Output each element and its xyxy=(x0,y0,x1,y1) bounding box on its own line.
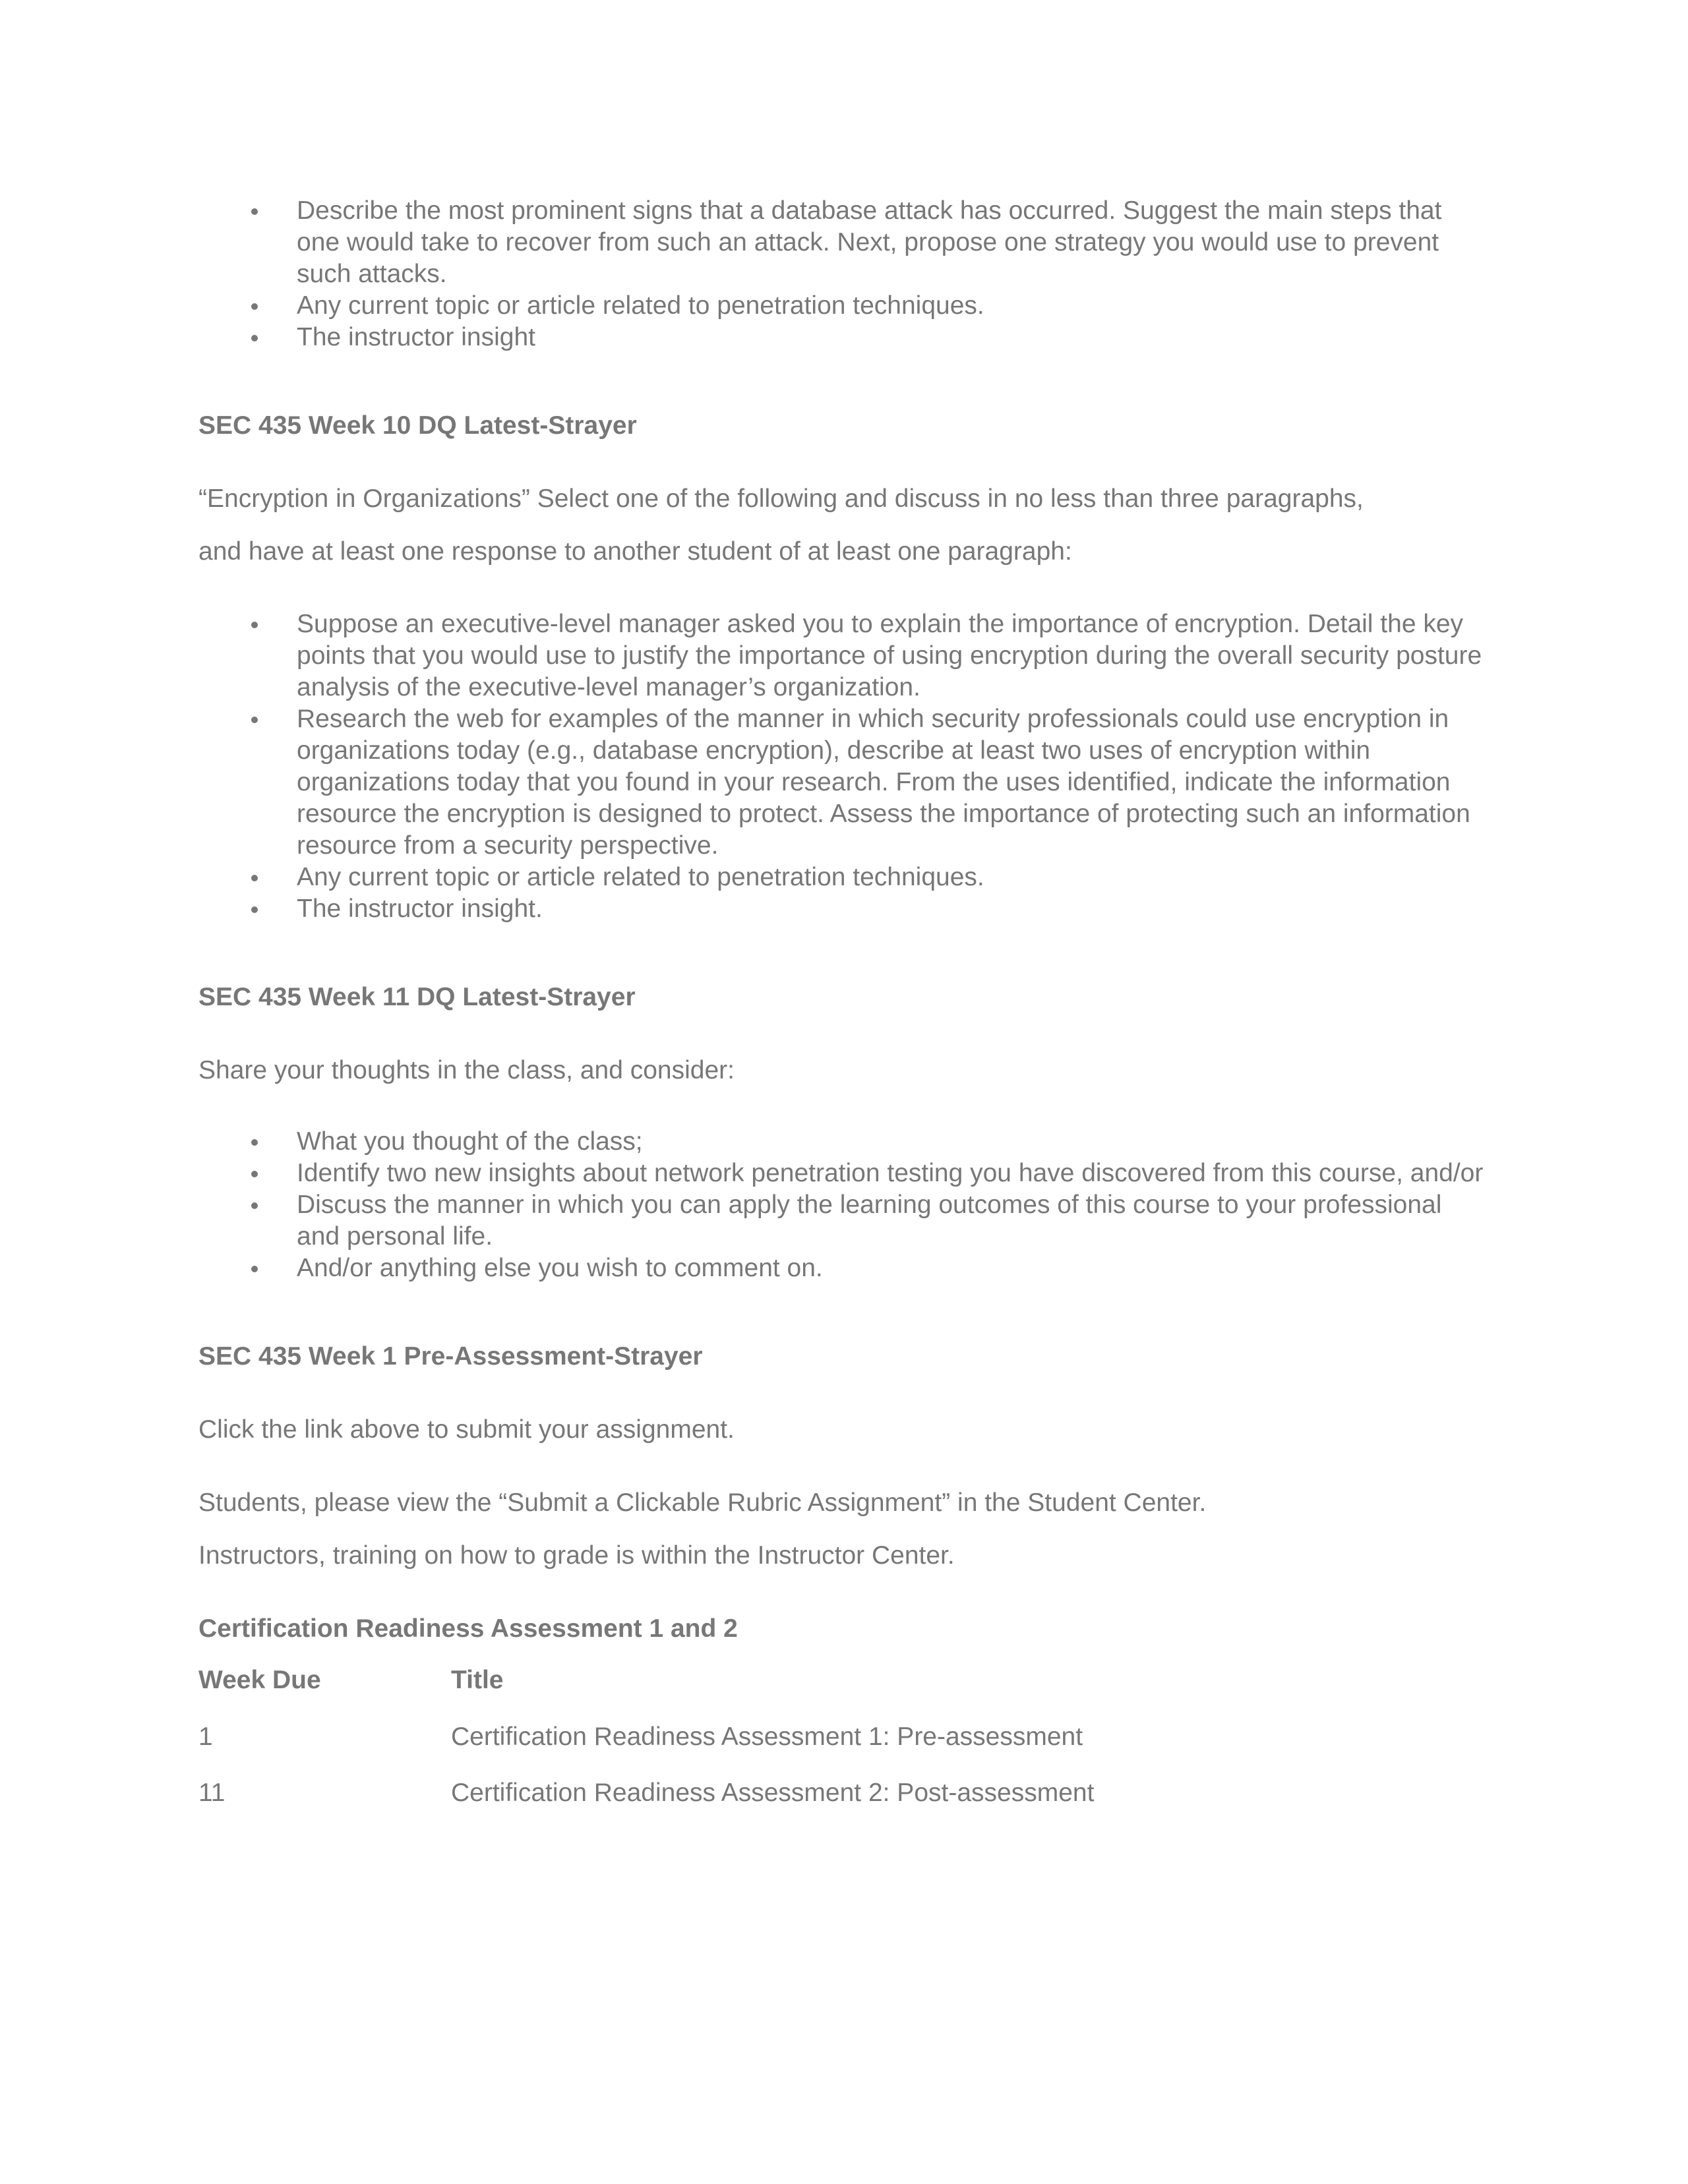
week11-list xyxy=(198,1126,1491,1284)
list-item xyxy=(198,1158,1491,1189)
week10-intro-line2: and have at least one response to another student of at least one paragraph: xyxy=(198,537,1072,566)
week1-heading: SEC 435 Week 1 Pre-Assessment-Strayer xyxy=(198,1342,703,1371)
cell-week: 1 xyxy=(198,1723,213,1751)
list-item-text: Discuss the manner in which you can apply the learning outcomes of this course to your professional and personal life. xyxy=(297,1191,1442,1251)
document-page xyxy=(198,195,1491,1809)
table-header-row xyxy=(198,1665,1491,1696)
list-item-text: Suppose an executive-level manager asked you to explain the importance of encryption. Detail the key points that you would use to justify the importance of using encryption during the overall security posture analysis of the executive-level manager’s organization. xyxy=(297,610,1482,701)
bullet-icon xyxy=(251,875,258,881)
bullet-icon xyxy=(251,208,258,215)
table-row xyxy=(198,1721,1491,1753)
week1-para1: Click the link above to submit your assignment. xyxy=(198,1415,735,1444)
list-item xyxy=(198,290,1491,322)
cell-week: 11 xyxy=(198,1779,226,1807)
list-item-text: Identify two new insights about network penetration testing you have discovered from this course, and/or xyxy=(297,1159,1484,1187)
bullet-icon xyxy=(251,717,258,723)
list-item xyxy=(198,862,1491,893)
week1-para3: Instructors, training on how to grade is within the Instructor Center. xyxy=(198,1541,955,1570)
list-item-text: And/or anything else you wish to comment on. xyxy=(297,1254,823,1282)
list-item-text: Describe the most prominent signs that a database attack has occurred. Suggest the main steps that one would take to recover from such an attack. Next, propose one strategy you would use to prevent such attacks. xyxy=(297,196,1442,288)
list-item-text: Research the web for examples of the manner in which security professionals could use encryption in organizations today (e.g., database encryption), describe at least two uses of encryption within organizations today that you found in your research. From the uses identified, indicate the information resource the encryption is designed to protect. Assess the importance of protecting such an information resource from a security perspective. xyxy=(297,705,1470,860)
list-item xyxy=(198,1189,1491,1253)
week1-para2: Students, please view the “Submit a Clickable Rubric Assignment” in the Student Center. xyxy=(198,1489,1207,1517)
bullet-icon xyxy=(251,1202,258,1209)
cert-heading: Certification Readiness Assessment 1 and 2 xyxy=(198,1614,738,1643)
list-item-text: Any current topic or article related to penetration techniques. xyxy=(297,291,984,320)
week11-heading: SEC 435 Week 11 DQ Latest-Strayer xyxy=(198,983,636,1011)
column-header-week-due: Week Due xyxy=(198,1666,321,1694)
bullet-icon xyxy=(251,335,258,341)
bullet-icon xyxy=(251,1171,258,1177)
cert-table xyxy=(198,1665,1491,1809)
week10-list xyxy=(198,608,1491,925)
list-item xyxy=(198,893,1491,925)
list-item-text: The instructor insight xyxy=(297,323,535,351)
cell-title: Certification Readiness Assessment 1: Pre-assessment xyxy=(451,1723,1083,1751)
table-row xyxy=(198,1777,1491,1809)
list-item xyxy=(198,322,1491,353)
list-item-text: What you thought of the class; xyxy=(297,1127,643,1156)
bullet-icon xyxy=(251,906,258,913)
top-bullet-list xyxy=(198,195,1491,353)
bullet-icon xyxy=(251,1266,258,1272)
list-item-text: Any current topic or article related to penetration techniques. xyxy=(297,863,984,891)
cell-title: Certification Readiness Assessment 2: Post-assessment xyxy=(451,1779,1095,1807)
week11-intro: Share your thoughts in the class, and consider: xyxy=(198,1056,735,1084)
list-item-text: The instructor insight. xyxy=(297,895,543,923)
list-item xyxy=(198,703,1491,862)
column-header-title: Title xyxy=(451,1666,504,1694)
bullet-icon xyxy=(251,622,258,628)
bullet-icon xyxy=(251,1139,258,1146)
list-item xyxy=(198,608,1491,703)
bullet-icon xyxy=(251,303,258,310)
list-item xyxy=(198,1253,1491,1284)
week10-intro-line1: “Encryption in Organizations” Select one of the following and discuss in no less than three paragraphs, xyxy=(198,485,1364,513)
week10-heading: SEC 435 Week 10 DQ Latest-Strayer xyxy=(198,411,637,440)
list-item xyxy=(198,195,1491,290)
list-item xyxy=(198,1126,1491,1158)
